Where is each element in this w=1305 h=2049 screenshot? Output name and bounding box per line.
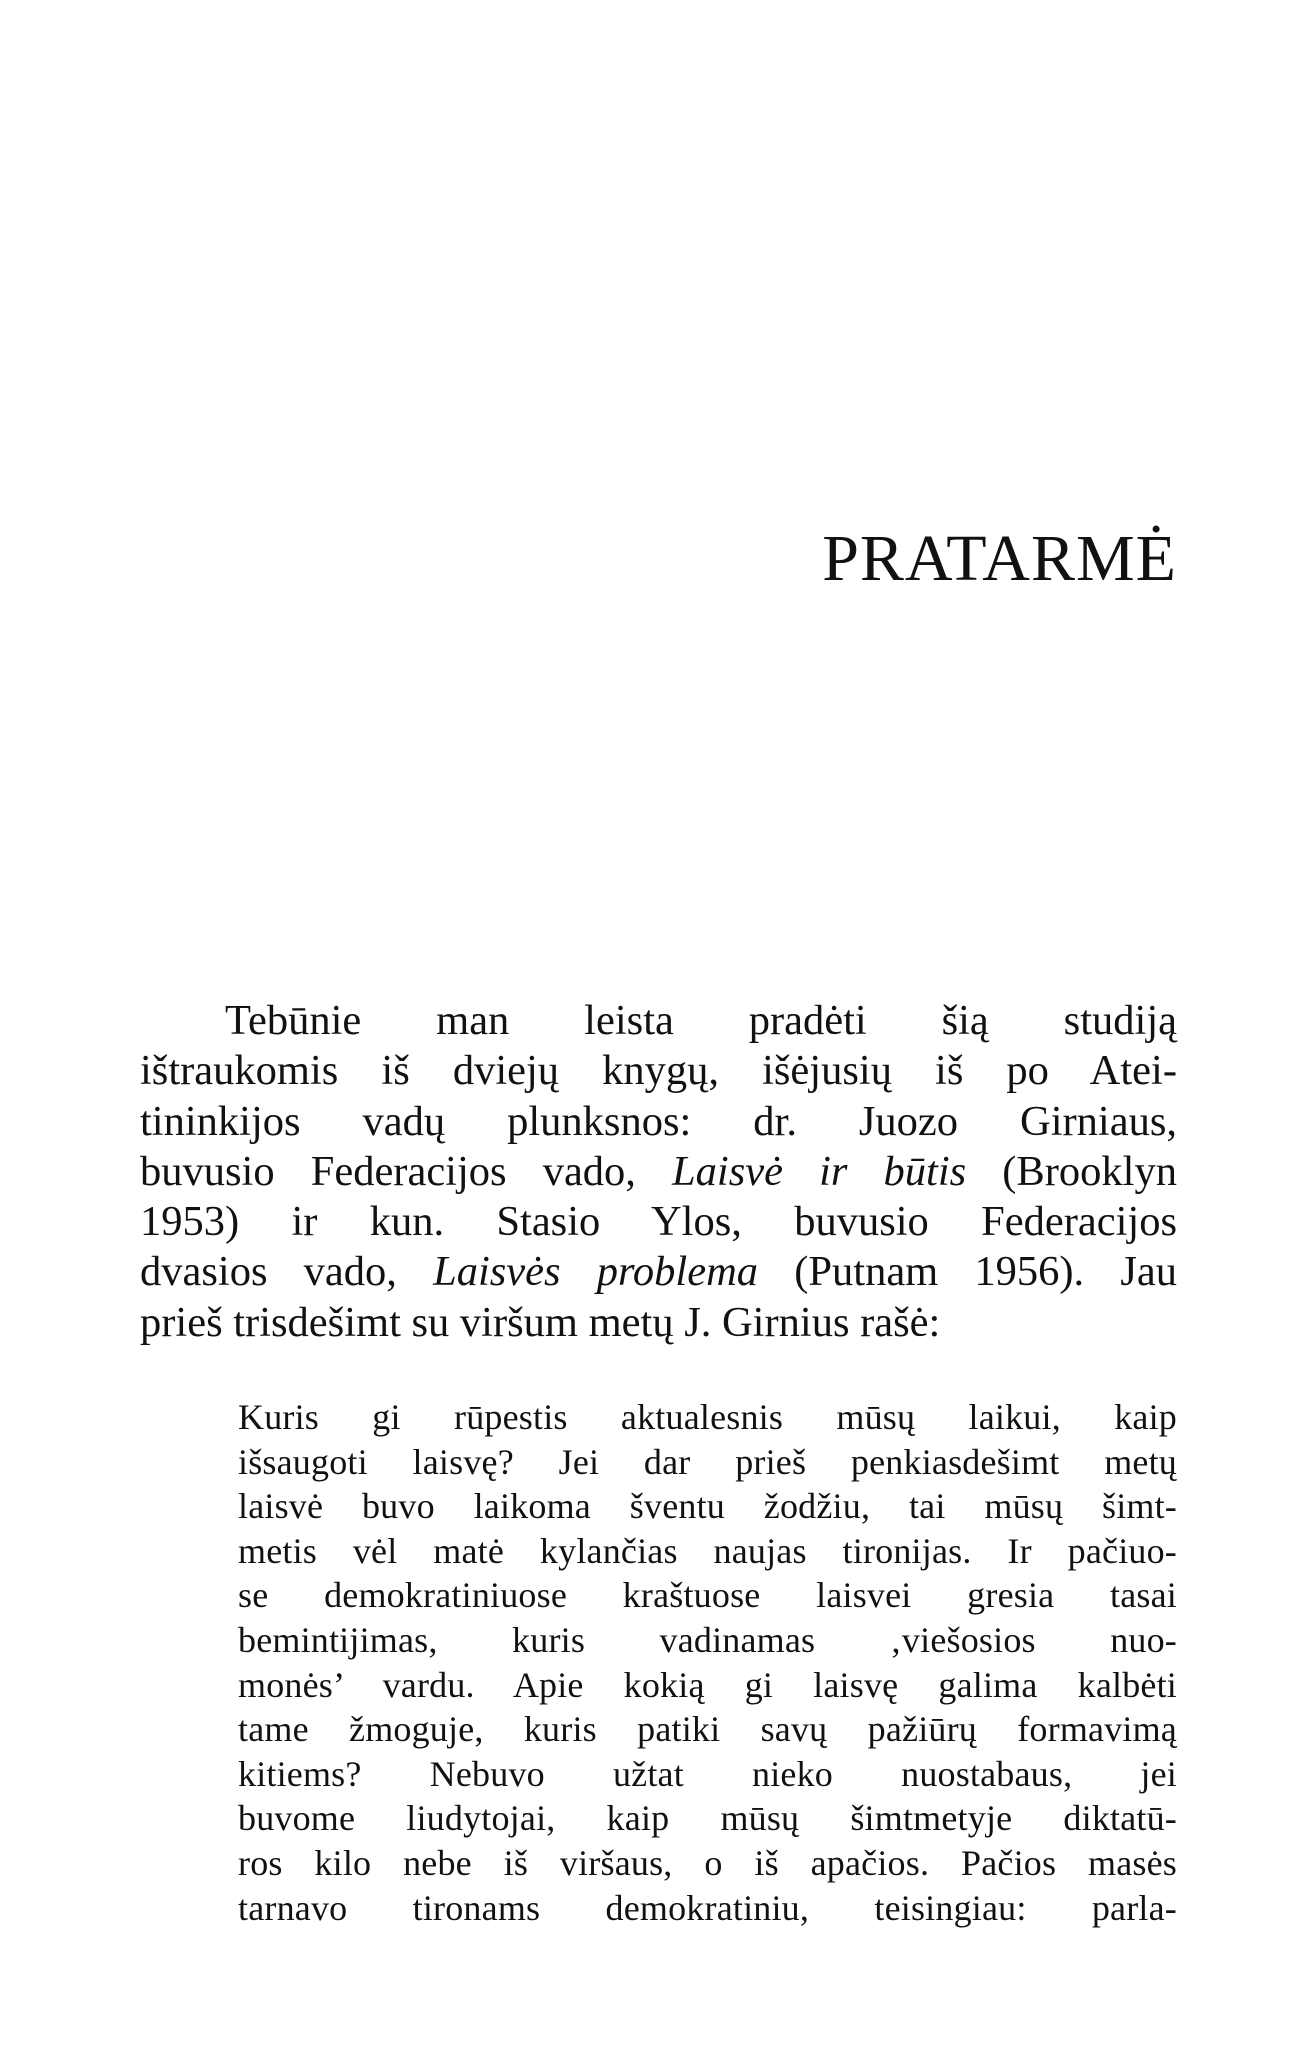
- paragraph-line: Tebūnie man leista pradėti šią studiją: [225, 997, 1177, 1044]
- line-text: dvasios vado,: [140, 1248, 434, 1296]
- quote-line: tarnavo tironams demokratiniu, teisingiau: parla-: [238, 1887, 1177, 1928]
- line-text: (Brooklyn: [966, 1147, 1177, 1195]
- book-title-laisves-problema: Laisvės problema: [433, 1248, 759, 1296]
- paragraph-line: [140, 1147, 1177, 1197]
- paragraph-line: [140, 1247, 1177, 1297]
- quote-line: monės’ vardu. Apie kokią gi laisvę galima kalbėti: [238, 1664, 1177, 1705]
- quote-line: ros kilo nebe iš viršaus, o iš apačios. Pačios masės: [238, 1842, 1177, 1883]
- quote-line: metis vėl matė kylančias naujas tironijas. Ir pačiuo-: [238, 1530, 1177, 1571]
- quote-line: se demokratiniuose kraštuose laisvei gresia tasai: [238, 1575, 1177, 1616]
- paragraph-line: ištraukomis iš dviejų knygų, išėjusių iš po Atei-: [140, 1047, 1177, 1095]
- page-title: PRATARMĖ: [822, 522, 1177, 595]
- quote-line: buvome liudytojai, kaip mūsų šimtmetyje diktatū-: [238, 1798, 1177, 1839]
- paragraph-line: tininkijos vadų plunksnos: dr. Juozo Girniaus,: [140, 1097, 1177, 1145]
- paragraph-line: prieš trisdešimt su viršum metų J. Girnius rašė:: [140, 1298, 941, 1346]
- block-quote: [238, 1395, 1177, 1930]
- book-title-laisve-ir-butis: Laisvė ir būtis: [672, 1147, 967, 1195]
- quote-line: bemintijimas, kuris vadinamas ‚viešosios nuo-: [238, 1619, 1177, 1660]
- paragraph-line: 1953) ir kun. Stasio Ylos, buvusio Federacijos: [140, 1198, 1177, 1246]
- intro-paragraph: [140, 996, 1177, 1348]
- quote-line: išsaugoti laisvę? Jei dar prieš penkiasdešimt metų: [238, 1441, 1177, 1482]
- quote-line: laisvė buvo laikoma šventu žodžiu, tai mūsų šimt-: [238, 1486, 1177, 1527]
- line-text: (Putnam 1956). Jau: [758, 1248, 1177, 1296]
- quote-line: Kuris gi rūpestis aktualesnis mūsų laikui, kaip: [238, 1397, 1177, 1437]
- quote-line: kitiems? Nebuvo užtat nieko nuostabaus, jei: [238, 1753, 1177, 1794]
- quote-line: tame žmoguje, kuris patiki savų pažiūrų formavimą: [238, 1709, 1177, 1750]
- line-text: buvusio Federacijos vado,: [140, 1147, 673, 1195]
